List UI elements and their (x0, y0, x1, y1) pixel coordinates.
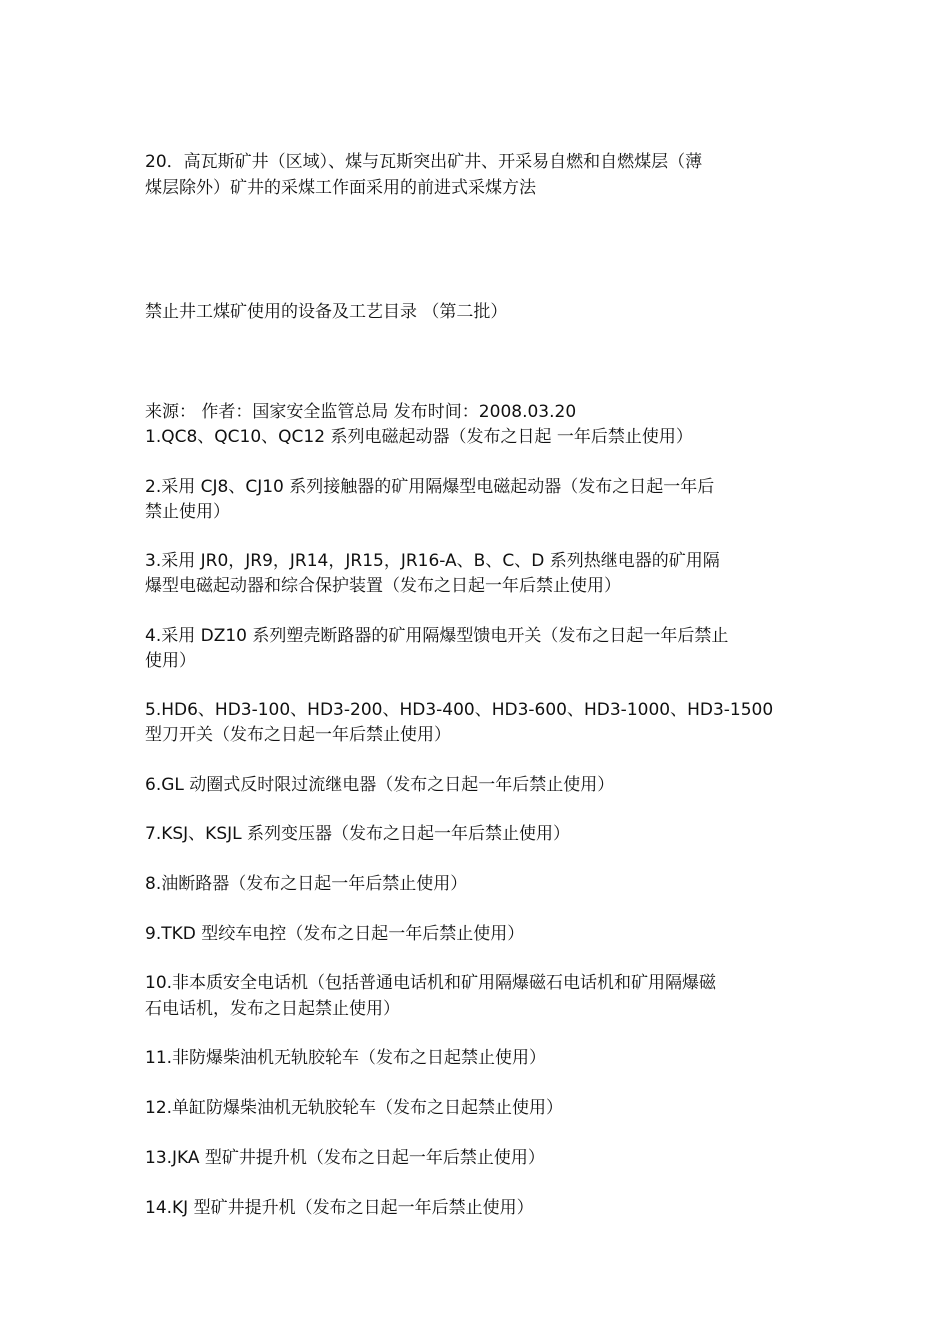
list-item-13: 13.JKA 型矿井提升机（发布之日起一年后禁止使用） (145, 1148, 545, 1168)
list-item-2-line-2: 禁止使用） (145, 502, 230, 522)
list-item-7: 7.KSJ、KSJL 系列变压器（发布之日起一年后禁止使用） (145, 824, 570, 844)
list-item-1: 1.QC8、QC10、QC12 系列电磁起动器（发布之日起 一年后禁止使用） (145, 427, 693, 447)
list-item-10-line-2: 石电话机，发布之日起禁止使用） (145, 999, 400, 1019)
list-item-3-line-2: 爆型电磁起动器和综合保护装置（发布之日起一年后禁止使用） (145, 576, 621, 596)
list-item-2-line-1: 2.采用 CJ8、CJ10 系列接触器的矿用隔爆型电磁起动器（发布之日起一年后 (145, 477, 715, 497)
list-item-11: 11.非防爆柴油机无轨胶轮车（发布之日起禁止使用） (145, 1048, 547, 1068)
list-item-9: 9.TKD 型绞车电控（发布之日起一年后禁止使用） (145, 924, 525, 944)
list-item-3-line-1: 3.采用 JR0，JR9，JR14，JR15，JR16-A、B、C、D 系列热继电器的矿用隔 (145, 551, 720, 571)
list-item-6: 6.GL 动圈式反时限过流继电器（发布之日起一年后禁止使用） (145, 775, 615, 795)
document-heading: 禁止井工煤矿使用的设备及工艺目录 （第二批） (145, 302, 508, 322)
source-line: 来源： 作者：国家安全监管总局 发布时间：2008.03.20 (145, 402, 577, 422)
list-item-4-line-2: 使用） (145, 651, 196, 671)
list-item-12: 12.单缸防爆柴油机无轨胶轮车（发布之日起禁止使用） (145, 1098, 564, 1118)
list-item-5-line-1: 5.HD6、HD3-100、HD3-200、HD3-400、HD3-600、HD3-1000、HD3-1500 (145, 700, 774, 720)
list-item-4-line-1: 4.采用 DZ10 系列塑壳断路器的矿用隔爆型馈电开关（发布之日起一年后禁止 (145, 626, 729, 646)
list-item-14: 14.KJ 型矿井提升机（发布之日起一年后禁止使用） (145, 1198, 534, 1218)
intro-line-1: 20．高瓦斯矿井（区域）、煤与瓦斯突出矿井、开采易自燃和自燃煤层（薄 (145, 152, 703, 172)
intro-line-2: 煤层除外）矿井的采煤工作面采用的前进式采煤方法 (145, 178, 536, 198)
list-item-5-line-2: 型刀开关（发布之日起一年后禁止使用） (145, 725, 451, 745)
list-item-8: 8.油断路器（发布之日起一年后禁止使用） (145, 874, 468, 894)
list-item-10-line-1: 10.非本质安全电话机（包括普通电话机和矿用隔爆磁石电话机和矿用隔爆磁 (145, 973, 717, 993)
